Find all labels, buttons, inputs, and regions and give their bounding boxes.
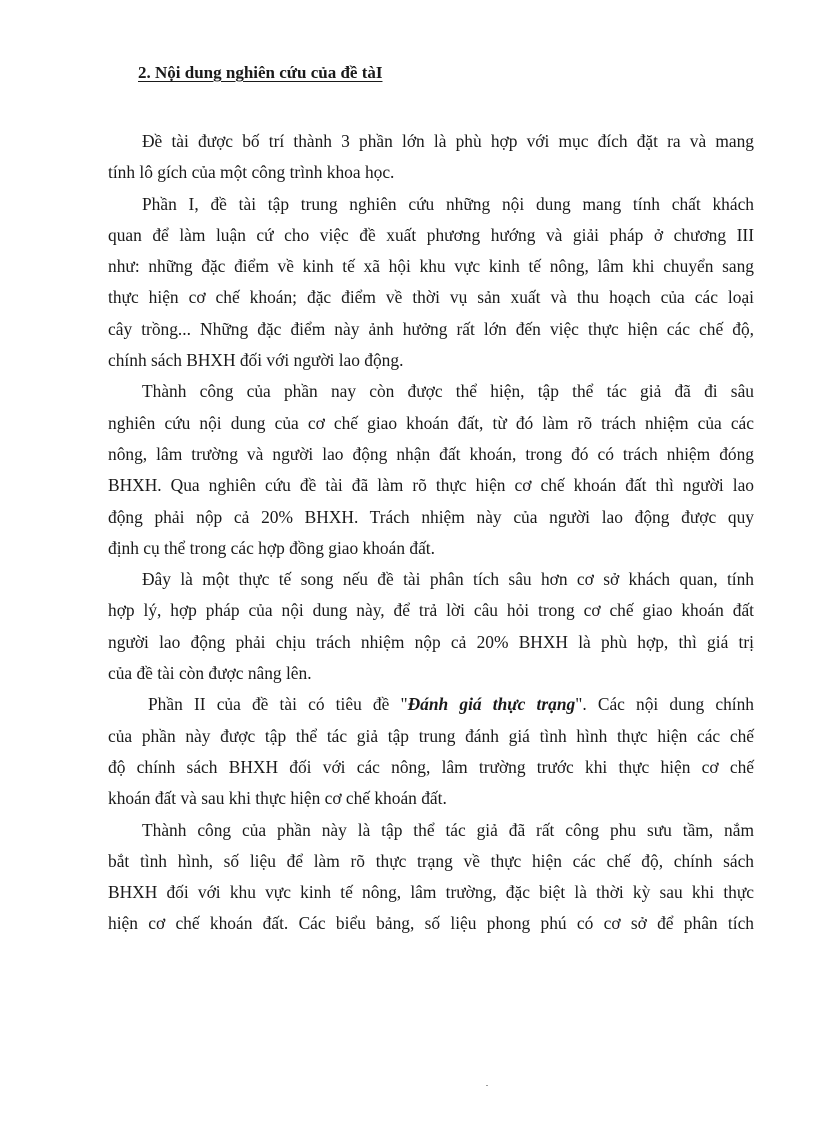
body-text xyxy=(108,126,755,940)
text-line: hiện cơ chế khoán đất. Các biểu bảng, số liệu phong phú có cơ sở để phân tích xyxy=(108,913,754,934)
text-fragment: Phần II của đề tài có tiêu đề " xyxy=(148,694,408,715)
text-line: BHXH đối với khu vực kinh tế nông, lâm trường, đặc biệt là thời kỳ sau khi thực xyxy=(108,882,754,903)
paragraph-success-two xyxy=(108,815,754,940)
paragraph-success-one xyxy=(108,376,754,564)
text-line xyxy=(142,689,754,720)
text-line: định cụ thể trong các hợp đồng giao khoán đất. xyxy=(108,537,435,558)
text-line: nghiên cứu nội dung của cơ chế giao khoán đất, từ đó làm rõ trách nhiệm của các xyxy=(108,412,754,433)
paragraph-part-two xyxy=(108,689,755,814)
text-line: hợp lý, hợp pháp của nội dung này, để trả lời câu hỏi trong cơ chế giao khoán đất xyxy=(108,600,754,621)
text-line: người lao động phải chịu trách nhiệm nộp cả 20% BHXH là phù hợp, thì giá trị xyxy=(108,631,754,652)
text-line: nông, lâm trường và người lao động nhận đất khoán, trong đó có trách nhiệm đóng xyxy=(108,443,754,464)
text-line: quan để làm luận cứ cho việc đề xuất phương hướng và giải pháp ở chương III xyxy=(108,224,754,245)
paragraph-part-one xyxy=(108,189,754,377)
scan-speck xyxy=(486,1085,488,1086)
text-line: BHXH. Qua nghiên cứu đề tài đã làm rõ thực hiện cơ chế khoán đất thì người lao xyxy=(108,475,754,496)
text-line: Thành công của phần này là tập thể tác giả đã rất công phu sưu tầm, nắm xyxy=(142,819,754,840)
text-line: của phần này được tập thể tác giả tập trung đánh giá tình hình thực hiện các chế xyxy=(108,725,754,746)
text-line: như: những đặc điểm về kinh tế xã hội khu vực kinh tế nông, lâm khi chuyển sang xyxy=(108,256,754,277)
text-line: thực hiện cơ chế khoán; đặc điểm về thời vụ sản xuất và thu hoạch của các loại xyxy=(108,287,754,308)
text-line: động phải nộp cả 20% BHXH. Trách nhiệm này của người lao động được quy xyxy=(108,506,754,527)
text-fragment: ". Các nội dung chính xyxy=(575,694,755,715)
text-line: khoán đất và sau khi thực hiện cơ chế khoán đất. xyxy=(108,788,447,809)
text-line: Đề tài được bố trí thành 3 phần lớn là phù hợp với mục đích đặt ra và mang xyxy=(142,131,754,151)
text-line: của đề tài còn được nâng lên. xyxy=(108,663,312,684)
text-line: cây trồng... Những đặc điểm này ảnh hưởng rất lớn đến việc thực hiện các chế độ, xyxy=(108,318,754,339)
text-line: Đây là một thực tế song nếu đề tài phân tích sâu hơn cơ sở khách quan, tính xyxy=(142,569,754,590)
text-line: Thành công của phần nay còn được thể hiện, tập thể tác giả đã đi sâu xyxy=(142,381,754,402)
text-line: chính sách BHXH đối với người lao động. xyxy=(108,350,404,371)
emphasis-title: Đánh giá thực trạng xyxy=(407,694,576,715)
text-line: tính lô gích của một công trình khoa học. xyxy=(108,162,395,183)
section-heading: 2. Nội dung nghiên cứu của đề tàI xyxy=(138,63,383,82)
text-line: Phần I, đề tài tập trung nghiên cứu những nội dung mang tính chất khách xyxy=(142,193,754,214)
text-line: bắt tình hình, số liệu để làm rõ thực trạng về thực hiện các chế độ, chính sách xyxy=(108,850,754,871)
text-line: độ chính sách BHXH đối với các nông, lâm trường trước khi thực hiện cơ chế xyxy=(108,756,754,777)
paragraph-reality xyxy=(108,564,754,689)
paragraph-intro xyxy=(108,126,754,189)
